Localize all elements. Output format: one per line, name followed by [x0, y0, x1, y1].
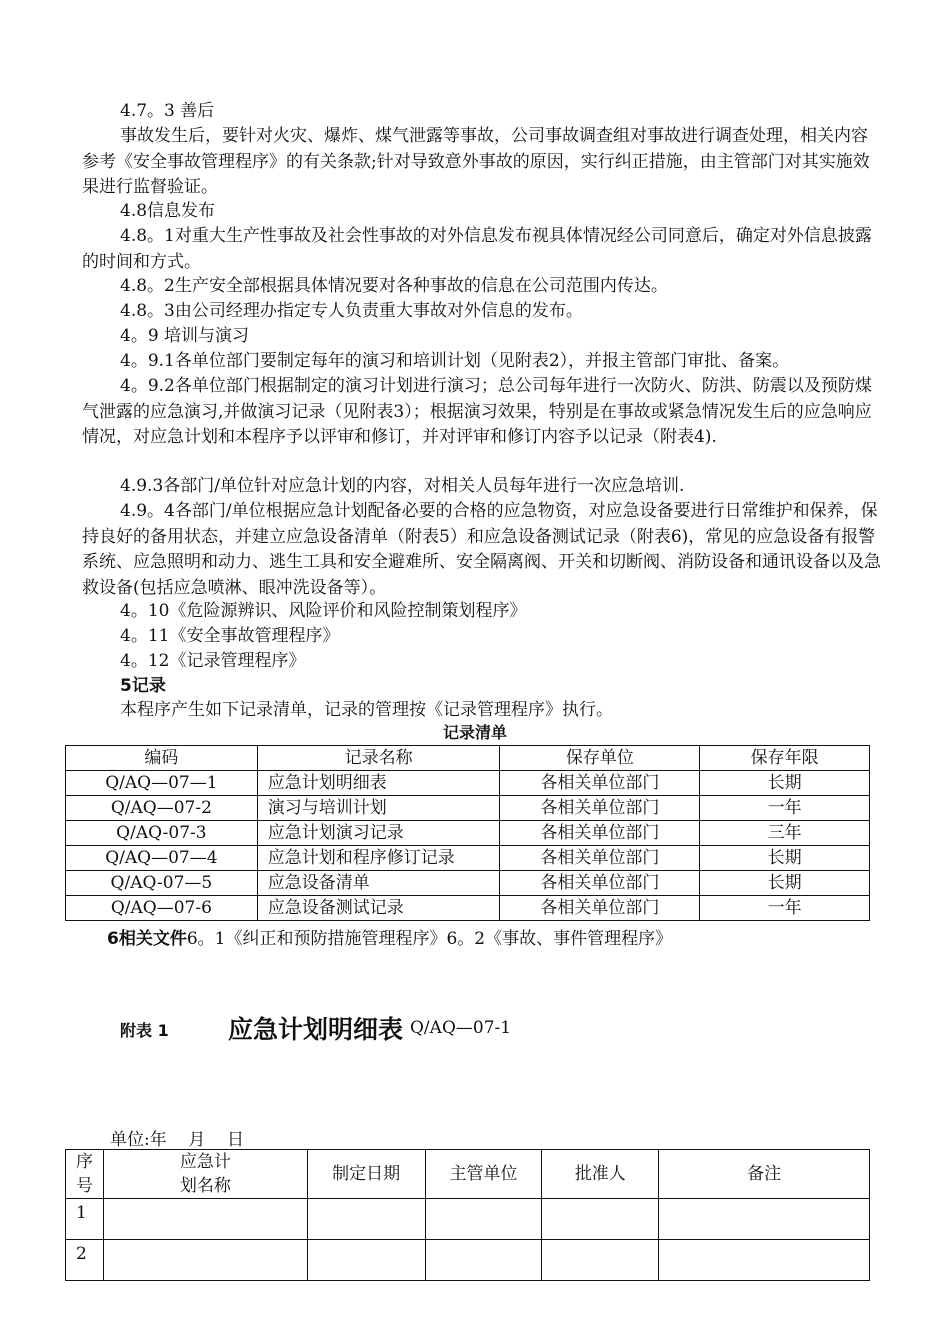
record-code: Q/AQ—07—4 [66, 846, 258, 871]
records-header-row [66, 746, 870, 771]
plan-cell [542, 1199, 659, 1240]
record-period: 三年 [700, 821, 870, 846]
plan-cell [307, 1240, 425, 1281]
plan-cell [103, 1240, 307, 1281]
table-row [66, 896, 870, 921]
para-4-9-3: 4.9.3各部门/单位针对应急计划的内容，对相关人员每年进行一次应急培训. [120, 476, 685, 496]
para-4-8-2: 4.8。2生产安全部根据具体情况要对各种事故的信息在公司范围内传达。 [120, 276, 668, 296]
plan-header-remarks: 备注 [659, 1150, 870, 1199]
record-code: Q/AQ-07-3 [66, 821, 258, 846]
record-code: Q/AQ—07—1 [66, 771, 258, 796]
plan-cell [103, 1199, 307, 1240]
appendix-1-code: Q/AQ—07-1 [410, 1018, 512, 1038]
record-code: Q/AQ-07—5 [66, 871, 258, 896]
appendix-1-title: 应急计划明细表 [228, 1015, 404, 1044]
record-name: 应急计划明细表 [257, 771, 500, 796]
record-period: 一年 [700, 896, 870, 921]
para-4-10: 4。10《危险源辨识、风险评价和风险控制策划程序》 [120, 601, 527, 621]
record-name: 应急设备测试记录 [257, 896, 500, 921]
table-row [66, 796, 870, 821]
para-4-9-1: 4。9.1各单位部门要制定每年的演习和培训计划（见附表2），并报主管部门审批、备案。 [120, 351, 790, 371]
table-row [66, 1199, 870, 1240]
table-row [66, 1240, 870, 1281]
record-period: 长期 [700, 771, 870, 796]
plan-row-number: 2 [66, 1240, 104, 1281]
record-name: 应急计划和程序修订记录 [257, 846, 500, 871]
records-header-name: 记录名称 [257, 746, 500, 771]
para-4-8-3: 4.8。3由公司经理办指定专人负责重大事故对外信息的发布。 [120, 301, 583, 321]
plan-cell [307, 1199, 425, 1240]
record-unit: 各相关单位部门 [500, 896, 700, 921]
record-code: Q/AQ—07-2 [66, 796, 258, 821]
plan-header-date: 制定日期 [307, 1150, 425, 1199]
record-period: 一年 [700, 796, 870, 821]
records-header-period: 保存年限 [700, 746, 870, 771]
para-4-9: 4。9 培训与演习 [120, 326, 250, 346]
plan-cell [659, 1240, 870, 1281]
plan-cell [425, 1240, 542, 1281]
record-unit: 各相关单位部门 [500, 846, 700, 871]
records-header-unit: 保存单位 [500, 746, 700, 771]
record-name: 应急设备清单 [257, 871, 500, 896]
plan-row-number: 1 [66, 1199, 104, 1240]
plan-cell [542, 1240, 659, 1281]
plan-header-approver: 批准人 [542, 1150, 659, 1199]
record-period: 长期 [700, 871, 870, 896]
para-4-11: 4。11《安全事故管理程序》 [120, 626, 340, 646]
section-5-intro: 本程序产生如下记录清单，记录的管理按《记录管理程序》执行。 [120, 700, 613, 720]
plan-cell [425, 1199, 542, 1240]
para-4-8-1: 4.8。1对重大生产性事故及社会性事故的对外信息发布视具体情况经公司同意后，确定对外信息披露的时间和方式。 [82, 226, 872, 272]
plan-header-name: 应急计 划名称 [103, 1150, 307, 1199]
records-table-title: 记录清单 [442, 723, 507, 742]
plan-header-row [66, 1150, 870, 1199]
plan-header-unit: 主管单位 [425, 1150, 542, 1199]
plan-header-seq: 序 号 [66, 1150, 104, 1199]
section-6-related-docs [107, 927, 672, 951]
para-4-12: 4。12《记录管理程序》 [120, 651, 306, 671]
section-6-heading: 6相关文件 [107, 929, 187, 949]
appendix-1-label: 附表 1 [120, 1021, 169, 1040]
record-period: 长期 [700, 846, 870, 871]
record-unit: 各相关单位部门 [500, 771, 700, 796]
record-code: Q/AQ—07-6 [66, 896, 258, 921]
table-row [66, 821, 870, 846]
record-unit: 各相关单位部门 [500, 796, 700, 821]
table-row [66, 771, 870, 796]
section-6-text: 6。1《纠正和预防措施管理程序》6。2《事故、事件管理程序》 [186, 929, 673, 949]
record-name: 应急计划演习记录 [257, 821, 500, 846]
para-aftermath-body: 事故发生后，要针对火灾、爆炸、煤气泄露等事故，公司事故调查组对事故进行调查处理，相关内容参考《安全事故管理程序》的有关条款;针对导致意外事故的原因，实行纠正措施，由主管部门对其实施效果进行监督验证。 [82, 126, 870, 197]
para-4-8: 4.8信息发布 [120, 201, 216, 221]
para-4-7-3: 4.7。3 善后 [120, 101, 215, 121]
unit-date-line: 单位:年 月 日 [110, 1130, 244, 1150]
para-4-9-2: 4。9.2各单位部门根据制定的演习计划进行演习；总公司每年进行一次防火、防洪、防震以及预防煤气泄露的应急演习,并做演习记录（见附表3）；根据演习效果，特别是在事故或紧急情况发生后的应急响应情况，对应急计划和本程序予以评审和修订，并对评审和修订内容予以记录（附表4). [82, 376, 872, 447]
section-5-heading: 5记录 [120, 676, 166, 696]
records-header-code: 编码 [66, 746, 258, 771]
record-name: 演习与培训计划 [257, 796, 500, 821]
record-unit: 各相关单位部门 [500, 871, 700, 896]
records-table [65, 745, 870, 921]
record-unit: 各相关单位部门 [500, 821, 700, 846]
emergency-plan-table [65, 1149, 870, 1281]
table-row [66, 846, 870, 871]
para-4-9-4: 4.9。4各部门/单位根据应急计划配备必要的合格的应急物资，对应急设备要进行日常维护和保养，保持良好的备用状态，并建立应急设备清单（附表5）和应急设备测试记录（附表6)，常见的应急设备有报警系统、应急照明和动力、逃生工具和安全避难所、安全隔离阀、开关和切断阀、消防设备和通讯设备以及急救设备(包括应急喷淋、眼冲洗设备等）。 [82, 501, 881, 598]
plan-cell [659, 1199, 870, 1240]
table-row [66, 871, 870, 896]
